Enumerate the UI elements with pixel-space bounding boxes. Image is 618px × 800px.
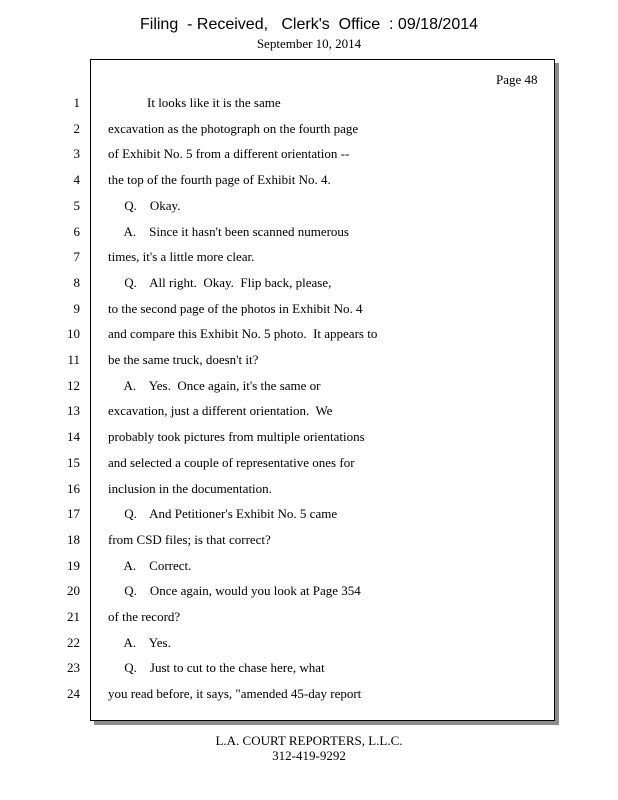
- transcript-line-text: and selected a couple of representative ones for: [108, 455, 355, 470]
- transcript-line-text: It looks like it is the same: [108, 95, 281, 110]
- line-number: 10: [67, 326, 80, 341]
- transcript-line-text: A. Yes.: [108, 635, 171, 650]
- transcript-line-text: probably took pictures from multiple orientations: [108, 429, 365, 444]
- page-number: Page 48: [496, 72, 538, 87]
- line-number: 23: [67, 660, 80, 675]
- line-number: 5: [73, 198, 80, 213]
- line-number: 22: [67, 635, 80, 650]
- court-reporter-name: L.A. COURT REPORTERS, L.L.C.: [215, 733, 403, 748]
- line-number: 16: [67, 481, 80, 496]
- transcript-line-text: from CSD files; is that correct?: [108, 532, 271, 547]
- court-reporter-phone: 312-419-9292: [272, 748, 346, 763]
- line-number: 1: [73, 95, 80, 110]
- transcript-line-text: to the second page of the photos in Exhibit No. 4: [108, 301, 363, 316]
- line-number: 8: [73, 275, 80, 290]
- transcript-line-text: Q. All right. Okay. Flip back, please,: [108, 275, 332, 290]
- line-number: 2: [73, 121, 80, 136]
- transcript-line-text: A. Correct.: [108, 558, 192, 573]
- line-number: 9: [73, 301, 80, 316]
- transcript-line-text: and compare this Exhibit No. 5 photo. It appears to: [108, 326, 378, 341]
- line-number: 3: [73, 146, 80, 161]
- transcript-line-text: of Exhibit No. 5 from a different orientation --: [108, 146, 350, 161]
- transcript-date: September 10, 2014: [256, 36, 362, 51]
- transcript-line-text: Q. And Petitioner's Exhibit No. 5 came: [108, 506, 338, 521]
- line-number: 12: [67, 378, 80, 393]
- line-number: 4: [73, 172, 80, 187]
- transcript-line-text: of the record?: [108, 609, 181, 624]
- line-number: 15: [67, 455, 80, 470]
- line-number: 13: [67, 403, 80, 418]
- line-number: 24: [67, 686, 80, 701]
- transcript-line-text: you read before, it says, "amended 45-day report: [108, 686, 362, 701]
- transcript-line-text: excavation as the photograph on the fourth page: [108, 121, 359, 136]
- transcript-line-text: inclusion in the documentation.: [108, 481, 272, 496]
- line-number: 20: [67, 583, 80, 598]
- line-number: 21: [67, 609, 80, 624]
- transcript-line-text: A. Yes. Once again, it's the same or: [108, 378, 321, 393]
- transcript-line-text: Q. Just to cut to the chase here, what: [108, 660, 325, 675]
- transcript-line-text: times, it's a little more clear.: [108, 249, 255, 264]
- transcript-line-text: be the same truck, doesn't it?: [108, 352, 259, 367]
- line-number: 19: [67, 558, 80, 573]
- line-number: 14: [67, 429, 80, 444]
- line-number: 6: [73, 224, 80, 239]
- filing-stamp-header: Filing - Received, Clerk's Office : 09/18/2014: [139, 16, 479, 33]
- transcript-line-text: Q. Okay.: [108, 198, 181, 213]
- transcript-line-text: excavation, just a different orientation. We: [108, 403, 333, 418]
- transcript-line-text: A. Since it hasn't been scanned numerous: [108, 224, 349, 239]
- line-number: 11: [67, 352, 80, 367]
- transcript-line-text: the top of the fourth page of Exhibit No. 4.: [108, 172, 331, 187]
- line-number: 18: [67, 532, 80, 547]
- line-number: 17: [67, 506, 80, 521]
- line-number: 7: [73, 249, 80, 264]
- transcript-line-text: Q. Once again, would you look at Page 354: [108, 583, 361, 598]
